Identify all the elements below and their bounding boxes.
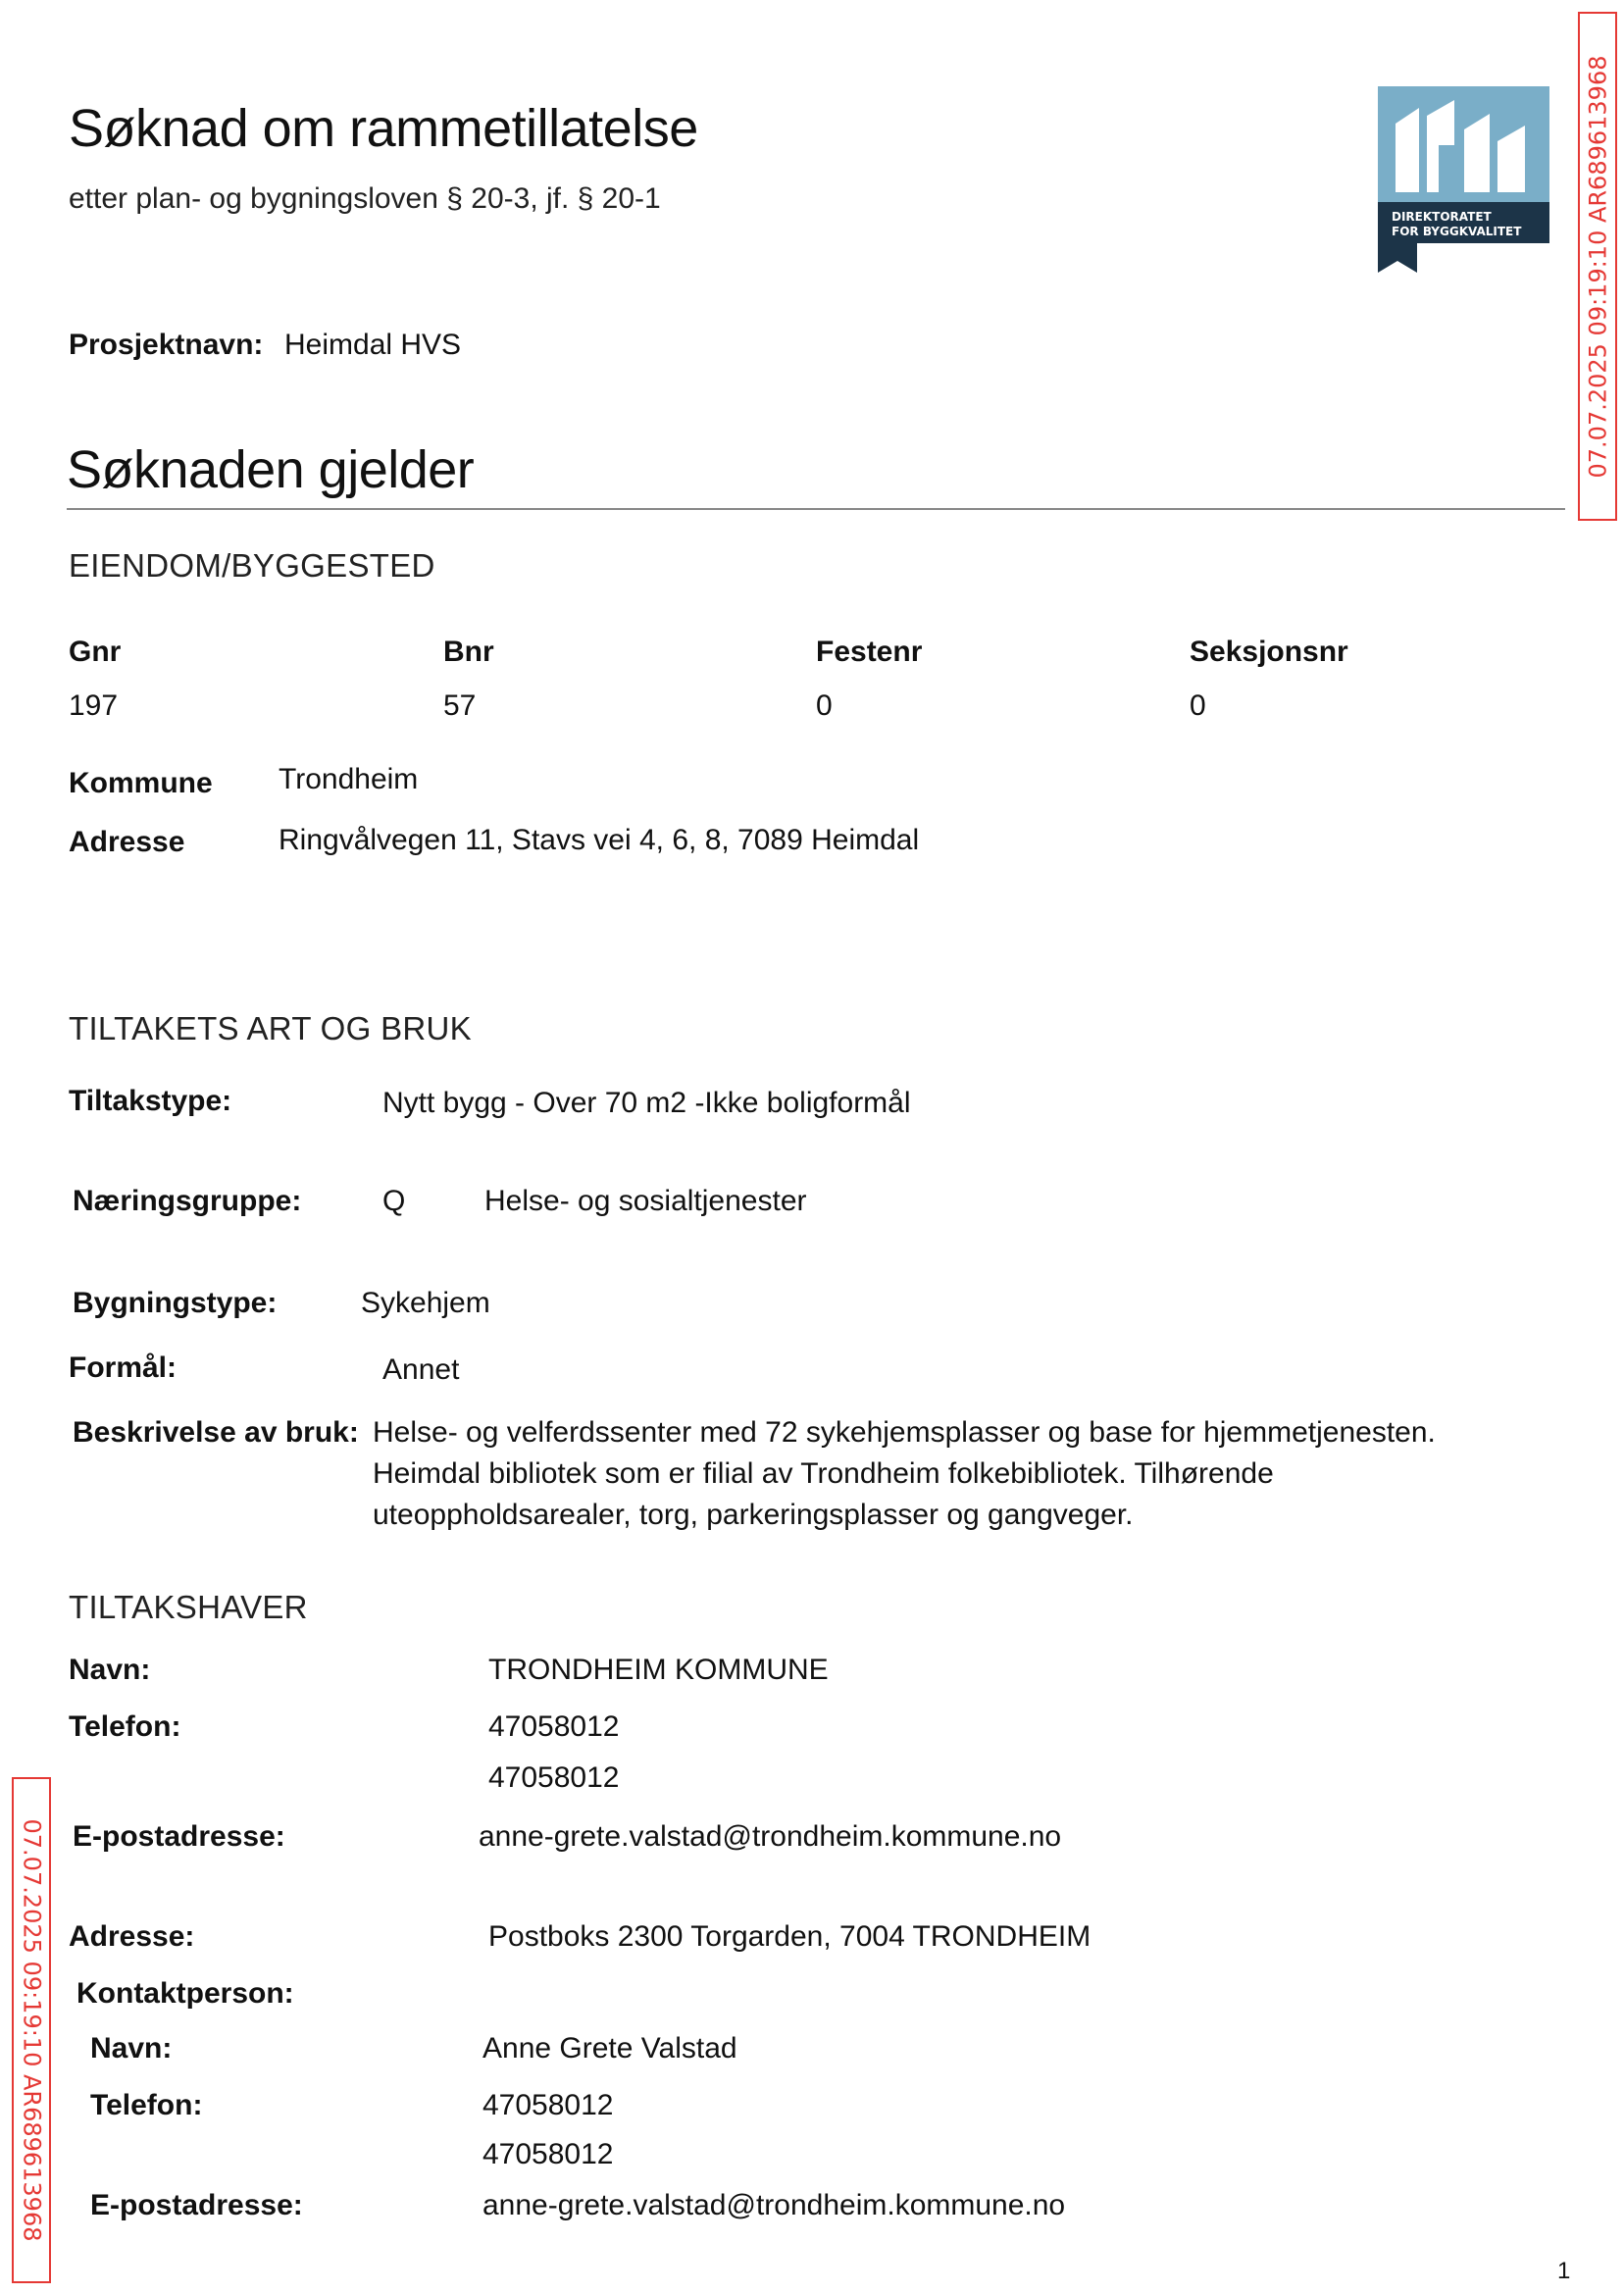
project-value: Heimdal HVS xyxy=(284,329,462,361)
formal-label: Formål: xyxy=(69,1351,178,1384)
festenr-label: Festenr xyxy=(816,636,923,668)
kp-navn-value: Anne Grete Valstad xyxy=(482,2032,737,2065)
beskrivelse-label: Beskrivelse av bruk: xyxy=(73,1416,359,1449)
document-subtitle: etter plan- og bygningsloven § 20-3, jf. § 20-1 xyxy=(69,182,661,215)
seksjonsnr-label: Seksjonsnr xyxy=(1190,636,1348,668)
tiltakshaver-heading: TILTAKSHAVER xyxy=(69,1589,308,1625)
kp-epost-value: anne-grete.valstad@trondheim.kommune.no xyxy=(482,2189,1066,2221)
dibk-logo-icon xyxy=(1378,86,1549,273)
kontaktperson-label: Kontaktperson: xyxy=(76,1977,294,2010)
kp-navn-label: Navn: xyxy=(90,2032,173,2065)
gnr-label: Gnr xyxy=(69,636,122,668)
tiltakstype-value: Nytt bygg - Over 70 m2 -Ikke boligformål xyxy=(382,1087,911,1119)
document-title: Søknad om rammetillatelse xyxy=(69,99,698,158)
bygningstype-label: Bygningstype: xyxy=(73,1287,278,1319)
beskrivelse-line-3: uteoppholdsarealer, torg, parkeringsplasser og gangveger. xyxy=(373,1499,1134,1531)
kp-telefon-label: Telefon: xyxy=(90,2089,203,2121)
th-telefon-2: 47058012 xyxy=(488,1761,620,1794)
kp-epost-label: E-postadresse: xyxy=(90,2189,303,2221)
th-adresse-label: Adresse: xyxy=(69,1920,195,1953)
project-label: Prosjektnavn: xyxy=(69,329,264,361)
kp-telefon-2: 47058012 xyxy=(482,2138,614,2170)
th-telefon-1: 47058012 xyxy=(488,1710,620,1743)
section-title: Søknaden gjelder xyxy=(67,440,475,499)
logo-line2: FOR BYGGKVALITET xyxy=(1392,225,1522,238)
gnr-value: 197 xyxy=(69,689,119,722)
logo-line1: DIREKTORATET xyxy=(1392,210,1492,224)
seksjonsnr-value: 0 xyxy=(1190,689,1206,722)
tiltak-heading: TILTAKETS ART OG BRUK xyxy=(69,1010,472,1046)
festenr-value: 0 xyxy=(816,689,833,722)
th-telefon-label: Telefon: xyxy=(69,1710,181,1743)
section-divider xyxy=(67,508,1565,510)
naeringsgruppe-label: Næringsgruppe: xyxy=(73,1185,302,1217)
date-stamp-right: 07.07.2025 09:19:10 AR689613968 xyxy=(1578,12,1617,521)
formal-value: Annet xyxy=(382,1353,460,1386)
th-epost-value: anne-grete.valstad@trondheim.kommune.no xyxy=(479,1820,1062,1853)
kommune-label: Kommune xyxy=(69,767,213,799)
date-stamp-left: 07.07.2025 09:19:10 AR689613968 xyxy=(12,1777,51,2283)
th-adresse-value: Postboks 2300 Torgarden, 7004 TRONDHEIM xyxy=(488,1920,1091,1953)
th-navn-label: Navn: xyxy=(69,1654,151,1686)
naeringsgruppe-value: Helse- og sosialtjenester xyxy=(484,1185,807,1217)
eiendom-heading: EIENDOM/BYGGESTED xyxy=(69,547,435,584)
beskrivelse-line-1: Helse- og velferdssenter med 72 sykehjemsplasser og base for hjemmetjenesten. xyxy=(373,1416,1436,1449)
th-epost-label: E-postadresse: xyxy=(73,1820,285,1853)
bygningstype-value: Sykehjem xyxy=(361,1287,490,1319)
bnr-label: Bnr xyxy=(443,636,494,668)
bnr-value: 57 xyxy=(443,689,477,722)
kommune-value: Trondheim xyxy=(279,763,419,795)
naeringsgruppe-code: Q xyxy=(382,1185,406,1217)
kp-telefon-1: 47058012 xyxy=(482,2089,614,2121)
page-number: 1 xyxy=(1557,2258,1571,2284)
beskrivelse-line-2: Heimdal bibliotek som er filial av Trondheim folkebibliotek. Tilhørende xyxy=(373,1457,1274,1490)
th-navn-value: TRONDHEIM KOMMUNE xyxy=(488,1654,829,1686)
dibk-logo xyxy=(1378,86,1549,273)
adresse-value: Ringvålvegen 11, Stavs vei 4, 6, 8, 7089 Heimdal xyxy=(279,824,920,856)
tiltakstype-label: Tiltakstype: xyxy=(69,1085,232,1117)
adresse-label: Adresse xyxy=(69,826,185,858)
